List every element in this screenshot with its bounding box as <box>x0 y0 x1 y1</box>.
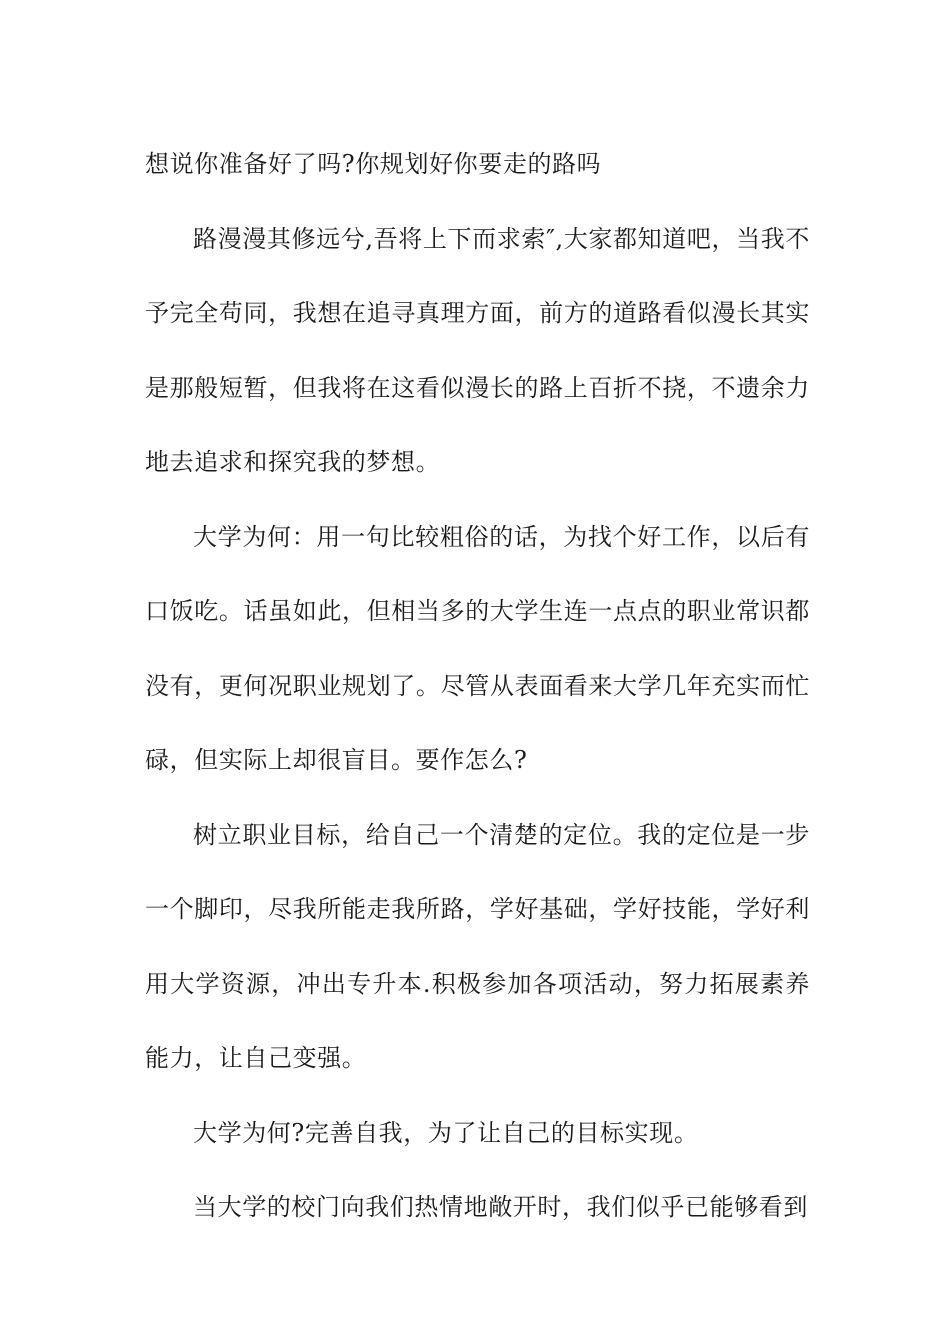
paragraph-5: 大学为何?完善自我，为了让自己的目标实现。 <box>193 1118 699 1147</box>
paragraph-6: 当大学的校门向我们热情地敞开时，我们似乎已能够看到 <box>193 1193 808 1221</box>
paragraph-2: 路漫漫其修远兮,吾将上下而求索″,大家都知道吧，当我不予完全苟同，我想在追寻真理方面，前方的道路看似漫长其实是那般短暂，但我将在这看似漫长的路上百折不挠，不遗余力地去追求和探究我的梦想。 <box>145 224 810 476</box>
paragraph-4: 树立职业目标，给自己一个清楚的定位。我的定位是一步一个脚印，尽我所能走我所路，学好基础，学好技能，学好利用大学资源，冲出专升本.积极参加各项活动，努力拓展素养能力，让自己变强。 <box>145 820 810 1072</box>
paragraph-3: 大学为何：用一句比较粗俗的话，为找个好工作，以后有口饭吃。话虽如此，但相当多的大学生连一点点的职业常识都没有，更何况职业规划了。尽管从表面看来大学几年充实而忙碌，但实际上却很盲目。要作怎么? <box>145 522 810 774</box>
paragraph-1: 想说你准备好了吗?你规划好你要走的路吗 <box>145 150 602 178</box>
document-body <box>145 127 810 1245</box>
